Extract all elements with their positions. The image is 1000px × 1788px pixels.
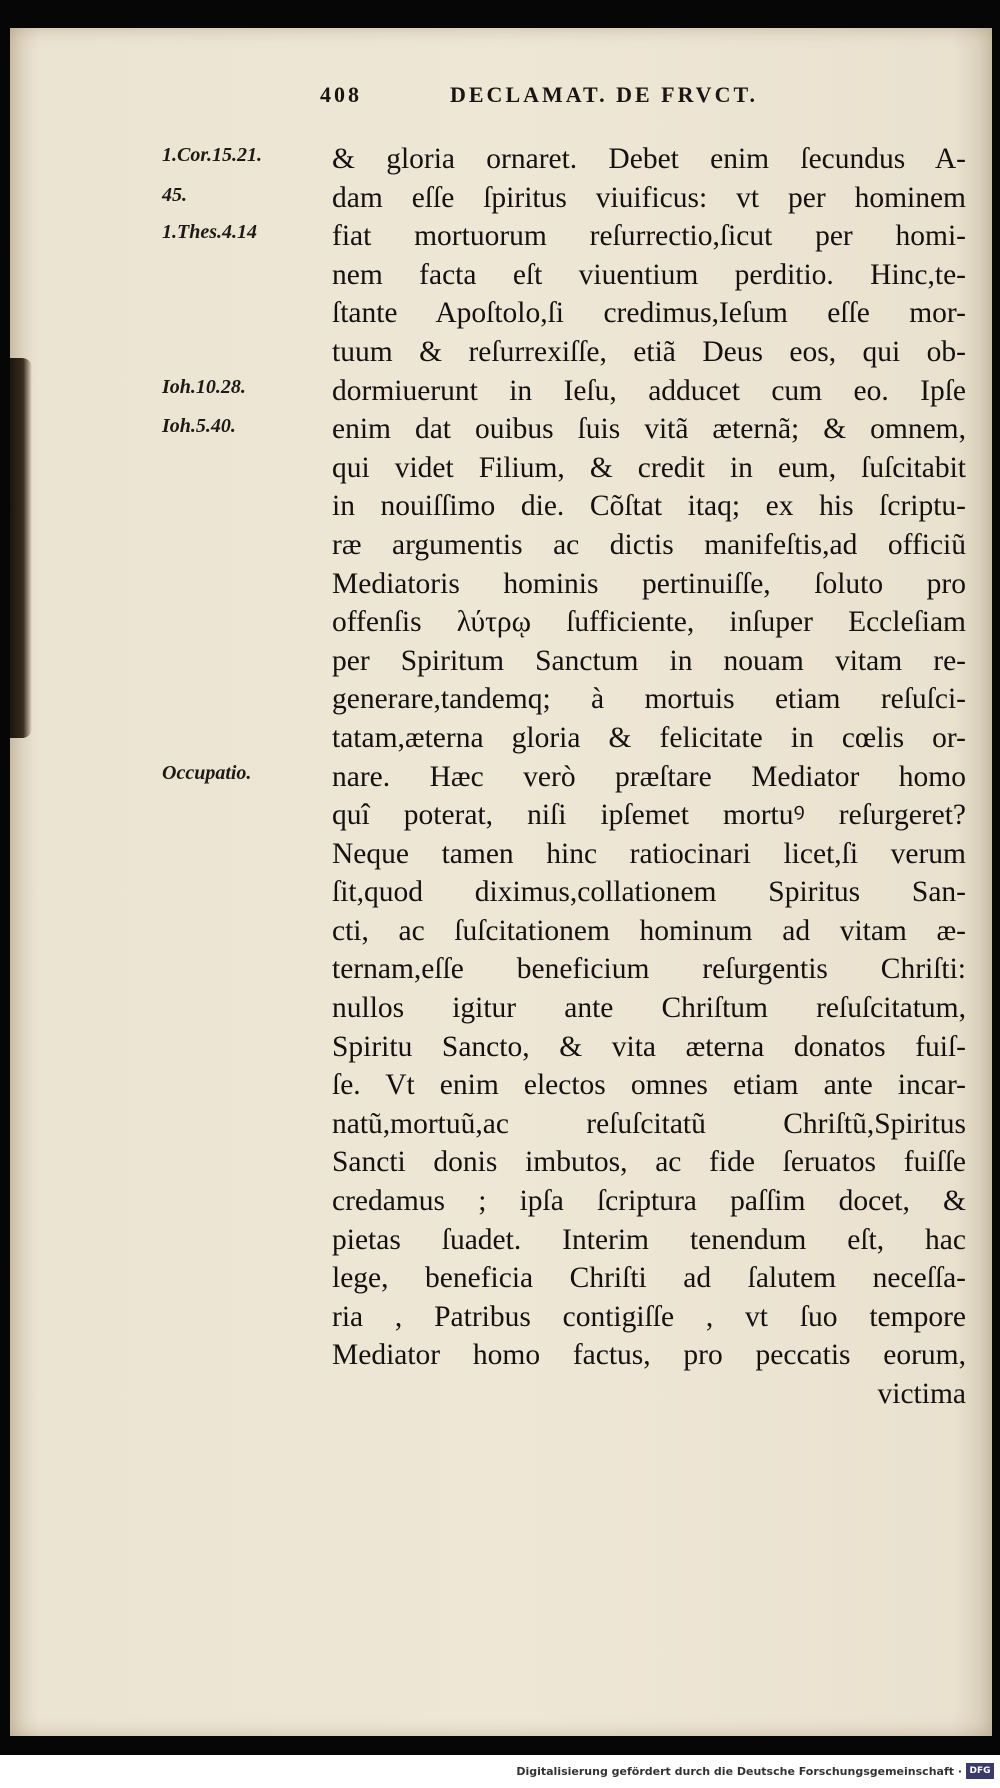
text-line: tatam,æterna gloria & felicitate in cœlis or- (332, 721, 966, 754)
text-line: Spiritu Sancto, & vita æterna donatos fuiſ- (332, 1030, 966, 1063)
text-line: ſit,quod diximus,collationem Spiritus San- (332, 876, 966, 909)
text-line: & gloria ornaret. Debet enim ſecundus A- (332, 143, 966, 175)
digitization-footer (0, 1758, 1000, 1788)
text-line: ſe. Vt enim electos omnes etiam ante incar- (332, 1069, 966, 1102)
text-line: tuum & reſurrexiſſe, etiã Deus eos, qui ob- (332, 335, 966, 368)
text-line: nare. Hæc verò præſtare Mediator homo (332, 760, 966, 793)
text-line: per Spiritum Sanctum in nouam vitam re- (332, 644, 966, 677)
margin-note-occupatio: Occupatio. (162, 762, 252, 784)
text-line: offenſis λύτρῳ ſufficiente, inſuper Eccleſiam (332, 606, 966, 639)
page-edge-shadow (10, 358, 32, 738)
text-line: generare,tandemq; à mortuis etiam reſuſci- (332, 683, 966, 716)
text-line: in nouiſſimo die. Cõſtat itaq; ex his ſcriptu- (332, 490, 966, 523)
running-title: DECLAMAT. DE FRVCT. (450, 82, 759, 107)
page-number: 408 (320, 82, 362, 107)
text-line: pietas ſuadet. Interim tenendum eſt, hac (332, 1223, 966, 1256)
margin-note-thes: 1.Thes.4.14 (162, 221, 257, 243)
text-line: natũ,mortuũ,ac reſuſcitatũ Chriſtũ,Spiritus (332, 1107, 966, 1140)
text-line: ſtante Apoſtolo,ſi credimus,Ieſum eſſe mor- (332, 297, 966, 330)
catchword: victima (877, 1378, 966, 1410)
text-line: Mediator homo factus, pro peccatis eorum, (332, 1339, 966, 1372)
text-line: ternam,eſſe beneficium reſurgentis Chriſti: (332, 953, 966, 986)
text-line: quî poterat, niſi ipſemet mortuꝰ reſurgeret? (332, 799, 966, 832)
body-text (332, 140, 966, 1414)
text-line: nem facta eſt viuentium perditio. Hinc,te- (332, 258, 966, 291)
margin-note-cor: 1.Cor.15.21. (162, 144, 263, 166)
funding-credit: Digitalisierung gefördert durch die Deutsche Forschungsgemeinschaft · (516, 1765, 962, 1778)
text-line: credamus ; ipſa ſcriptura paſſim docet, & (332, 1185, 966, 1218)
text-line: enim dat ouibus ſuis vitã æternã; & omnem, (332, 413, 966, 446)
text-line: lege, beneficia Chriſti ad ſalutem neceſſa- (332, 1262, 966, 1295)
text-line: ræ argumentis ac dictis manifeſtis,ad officiũ (332, 528, 966, 561)
text-line: ria , Patribus contigiſſe , vt ſuo tempore (332, 1300, 966, 1333)
text-line: qui videt Filium, & credit in eum, ſuſcitabit (332, 451, 966, 484)
running-header (320, 80, 940, 120)
text-line: nullos igitur ante Chriſtum reſuſcitatum, (332, 992, 966, 1025)
text-line: Sancti donis imbutos, ac fide ſeruatos fuiſſe (332, 1146, 966, 1179)
text-line: dam eſſe ſpiritus viuificus: vt per hominem (332, 181, 966, 214)
book-page (10, 28, 992, 1736)
text-line: Neque tamen hinc ratiocinari licet,ſi verum (332, 837, 966, 870)
margin-note-45: 45. (162, 184, 187, 206)
text-line: dormiuerunt in Ieſu, adducet cum eo. Ipſe (332, 374, 966, 407)
dfg-logo-icon: DFG (966, 1763, 994, 1779)
margin-note-ioh-5: Ioh.5.40. (162, 415, 236, 437)
text-line: cti, ac ſuſcitationem hominum ad vitam æ- (332, 914, 966, 947)
text-line: fiat mortuorum reſurrectio,ſicut per homi- (332, 220, 966, 253)
text-line: Mediatoris hominis pertinuiſſe, ſoluto pro (332, 567, 966, 600)
margin-note-ioh-10: Ioh.10.28. (162, 376, 246, 398)
